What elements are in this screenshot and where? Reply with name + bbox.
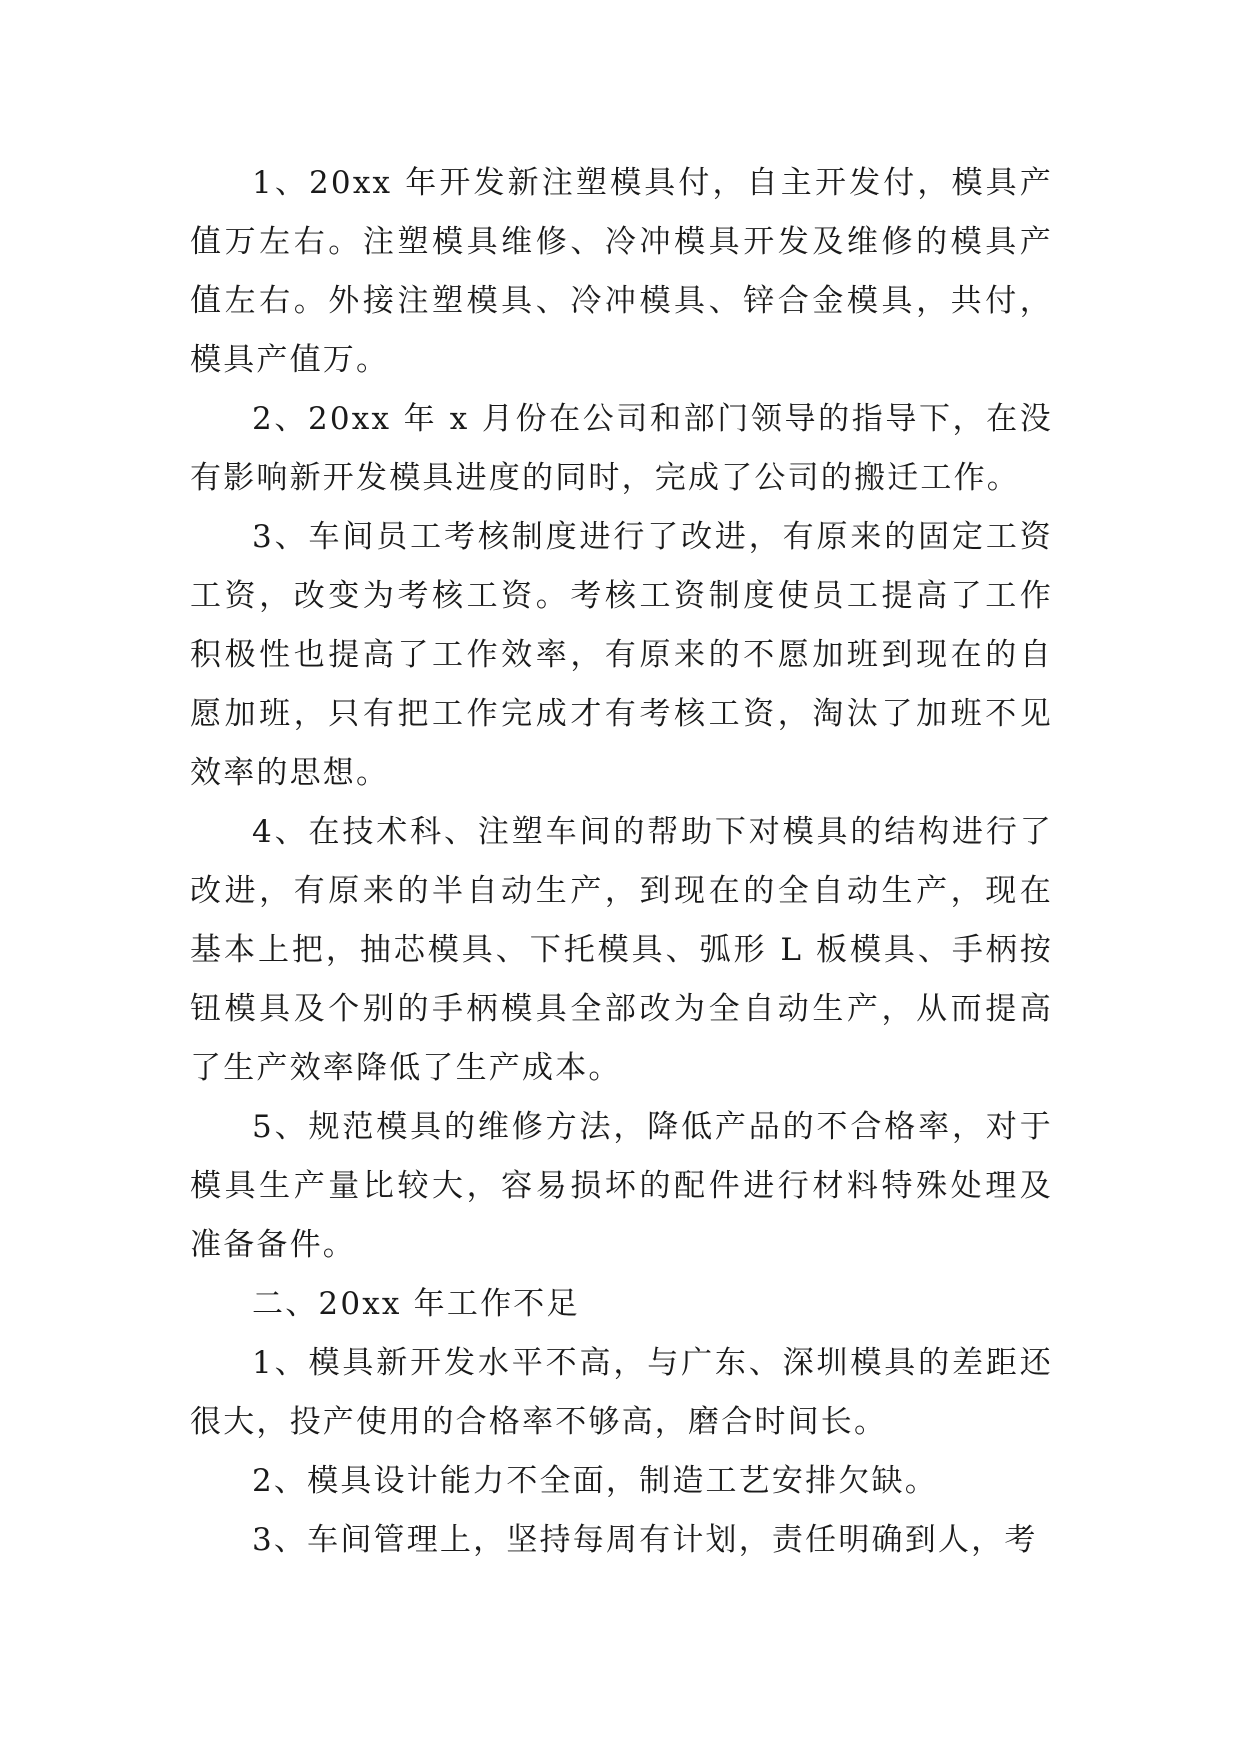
- section-heading: 二、20xx 年工作不足: [252, 1286, 580, 1322]
- paragraph-1: 1、20xx 年开发新注塑模具付，自主开发付，模具产值万左右。注塑模具维修、冷冲模具开发及维修的模具产值左右。外接注塑模具、冷冲模具、锌合金模具，共付，模具产值万。: [190, 165, 1053, 378]
- document-page: [190, 154, 1053, 1570]
- paragraph-3: 3、车间员工考核制度进行了改进，有原来的固定工资工资，改变为考核工资。考核工资制度使员工提高了工作积极性也提高了工作效率，有原来的不愿加班到现在的自愿加班，只有把工作完成才有考核工资，淘汰了加班不见效率的思想。: [190, 519, 1053, 791]
- paragraph-4: 4、在技术科、注塑车间的帮助下对模具的结构进行了改进，有原来的半自动生产，到现在的全自动生产，现在基本上把，抽芯模具、下托模具、弧形 L 板模具、手柄按钮模具及个别的手柄模具全部改为全自动生产，从而提高了生产效率降低了生产成本。: [190, 814, 1053, 1086]
- paragraph-5: 5、规范模具的维修方法，降低产品的不合格率，对于模具生产量比较大，容易损坏的配件进行材料特殊处理及准备备件。: [190, 1109, 1053, 1263]
- deficiency-2: 2、模具设计能力不全面，制造工艺安排欠缺。: [252, 1463, 938, 1499]
- paragraph-2: 2、20xx 年 x 月份在公司和部门领导的指导下，在没有影响新开发模具进度的同时，完成了公司的搬迁工作。: [190, 401, 1053, 496]
- deficiency-1: 1、模具新开发水平不高，与广东、深圳模具的差距还很大，投产使用的合格率不够高，磨合时间长。: [190, 1345, 1053, 1440]
- deficiency-3: 3、车间管理上，坚持每周有计划，责任明确到人，考: [252, 1522, 1038, 1558]
